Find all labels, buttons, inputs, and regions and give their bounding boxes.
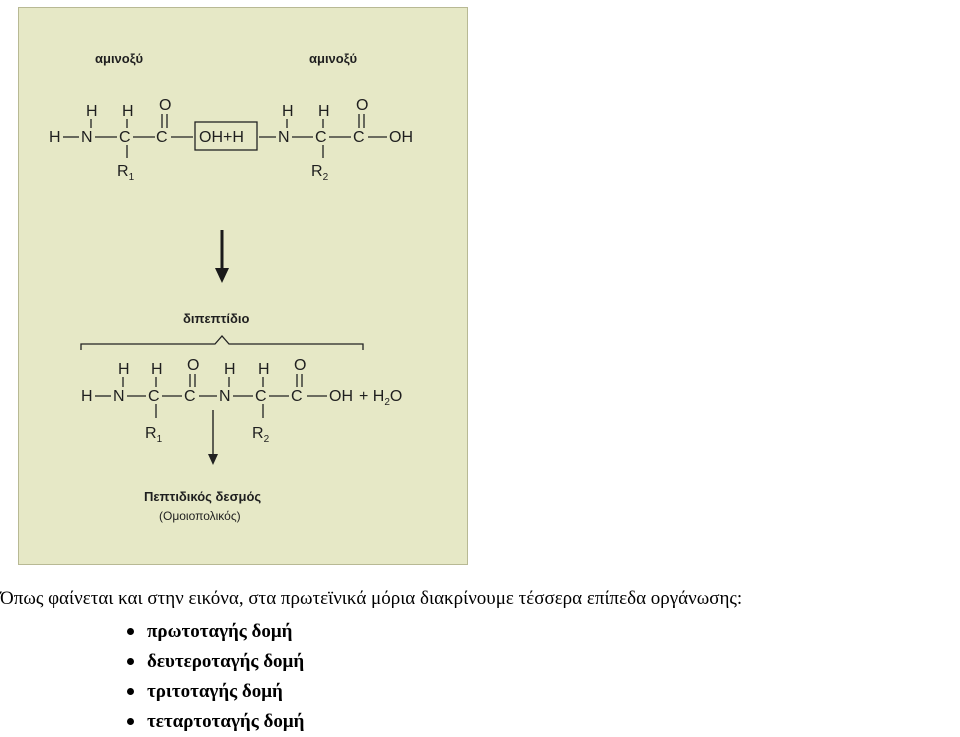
amino-acid-right	[259, 97, 413, 183]
list-item	[127, 677, 304, 707]
svg-text:O: O	[294, 357, 307, 374]
svg-text:C: C	[291, 388, 303, 405]
svg-text:C: C	[353, 129, 365, 146]
svg-text:H: H	[81, 388, 93, 405]
bullet-icon	[127, 718, 134, 725]
peptide-diagram	[19, 8, 469, 566]
bullet-icon	[127, 658, 134, 665]
list-item	[127, 617, 304, 647]
bullet-icon	[127, 628, 134, 635]
bullet-icon	[127, 688, 134, 695]
svg-text:N: N	[219, 388, 231, 405]
svg-text:N: N	[113, 388, 125, 405]
svg-text:C: C	[148, 388, 160, 405]
removed-group: OH+H	[199, 129, 244, 146]
svg-text:N: N	[81, 129, 93, 146]
list-item-text: πρωτοταγής δομή	[147, 621, 293, 642]
svg-text:R1: $R_1$	[145, 425, 163, 445]
svg-text:H: H	[318, 103, 330, 120]
svg-text:H: H	[258, 361, 270, 378]
svg-text:O: O	[159, 97, 172, 114]
list-item	[127, 647, 304, 677]
svg-text:O: O	[187, 357, 200, 374]
svg-text:H: H	[122, 103, 134, 120]
svg-text:C: C	[184, 388, 196, 405]
svg-text:N: N	[278, 129, 290, 146]
svg-text:C: C	[156, 129, 168, 146]
list-item-text: τριτοταγής δομή	[147, 681, 283, 702]
svg-text:H: H	[224, 361, 236, 378]
svg-text:C: C	[119, 129, 131, 146]
peptide-bond-type: (Ομοιοπολικός)	[159, 509, 241, 523]
svg-text:C: C	[315, 129, 327, 146]
dipeptide-label: διπεπτίδιο	[183, 311, 250, 326]
list-item-text: τεταρτοταγής δομή	[147, 711, 305, 732]
side-chain-2: $R_2$	[311, 163, 329, 183]
peptide-bond-figure	[18, 7, 468, 565]
dipeptide-brace	[81, 336, 363, 350]
list-item-text: δευτεροταγής δομή	[147, 651, 305, 672]
svg-text:OH: OH	[389, 129, 413, 146]
structure-levels-list	[127, 617, 304, 737]
amino-acid-left	[49, 97, 193, 183]
side-chain-1: $R_1$	[117, 163, 135, 183]
dipeptide-structure	[81, 357, 353, 445]
svg-text:H: H	[118, 361, 130, 378]
svg-text:H: H	[282, 103, 294, 120]
amino-acid-left-label: αμινοξύ	[95, 51, 144, 66]
svg-text:C: C	[255, 388, 267, 405]
peptide-bond-label: Πεπτιδικός δεσμός	[144, 489, 262, 504]
intro-paragraph: Όπως φαίνεται και στην εικόνα, στα πρωτεϊνικά μόρια διακρίνουμε τέσσερα επίπεδα οργάνωσης:	[0, 588, 743, 609]
svg-text:H: H	[86, 103, 98, 120]
svg-text:H: H	[49, 129, 61, 146]
svg-text:H: H	[151, 361, 163, 378]
svg-text:R2: $R_2$	[252, 425, 270, 445]
svg-text:OH: OH	[329, 388, 353, 405]
svg-text:O: O	[356, 97, 369, 114]
amino-acid-right-label: αμινοξύ	[309, 51, 358, 66]
water-product: + $H_2O$	[359, 388, 403, 408]
peptide-bond-arrow-icon	[208, 410, 218, 465]
reaction-arrow-icon	[215, 230, 229, 283]
